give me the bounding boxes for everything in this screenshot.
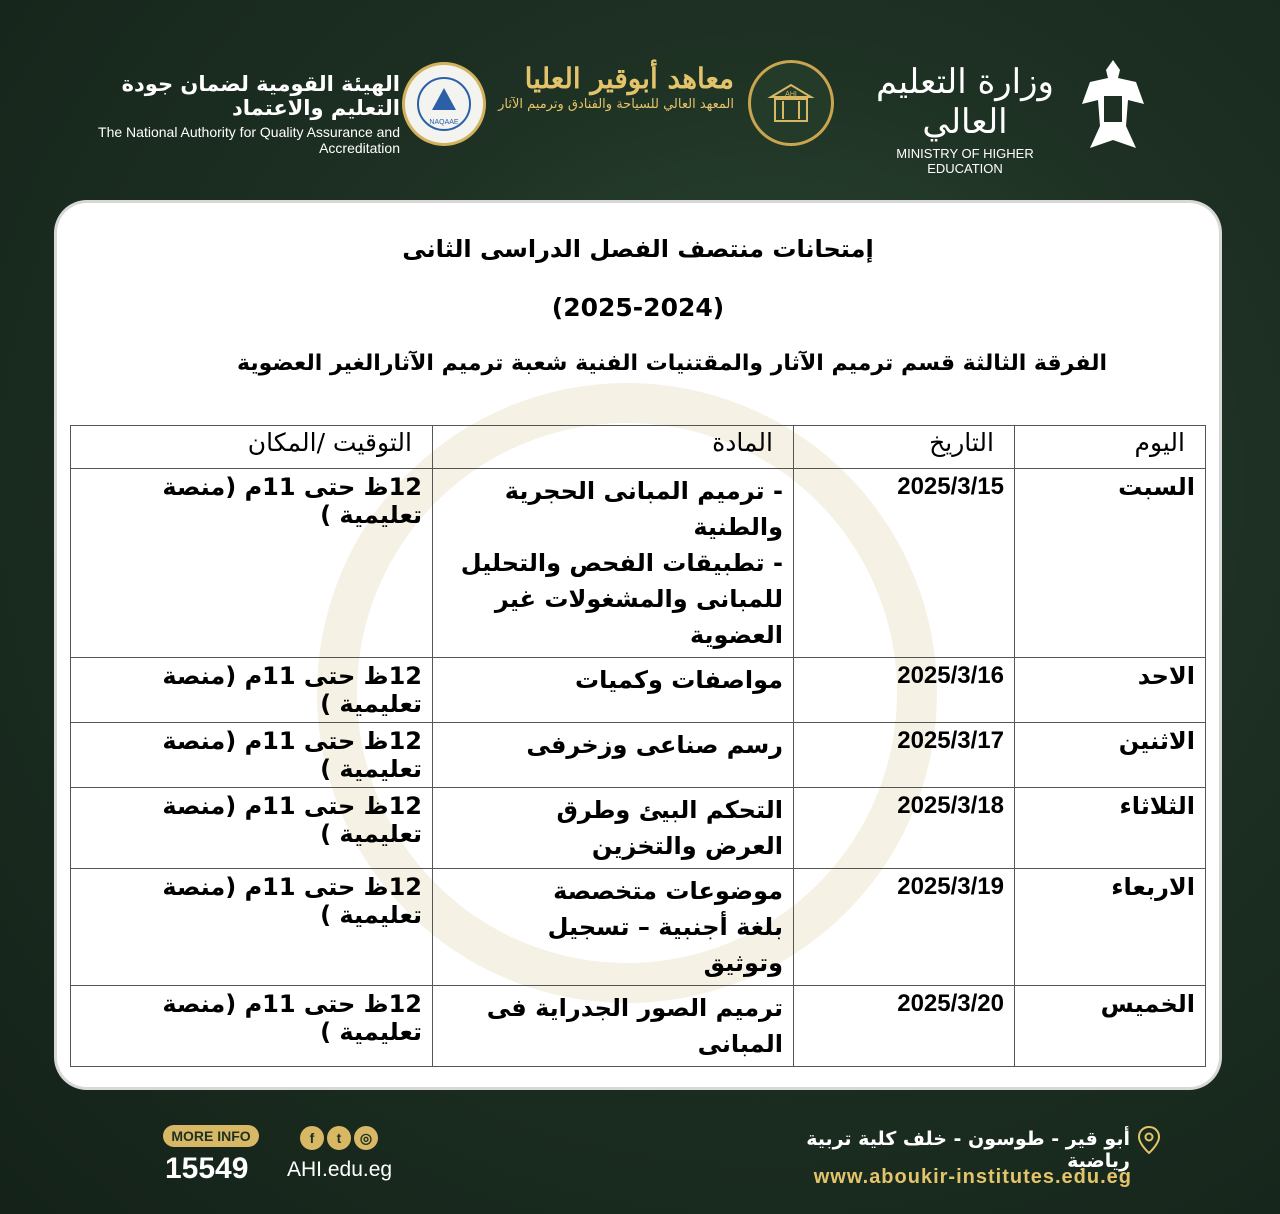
facebook-icon[interactable]: f [300,1126,324,1150]
cell-date: 2025/3/19 [794,869,1015,986]
cell-day: الاحد [1015,658,1206,723]
subject-line: - ترميم المبانى الحجرية [504,477,783,505]
header-subject: المادة [433,426,794,469]
table-row [71,986,1206,1067]
subject-line: والطنية [693,513,783,541]
header-day: اليوم [1015,426,1206,469]
cell-time: 12ظ حتى 11م (منصة تعليمية ) [71,869,433,986]
table-body [71,469,1206,1067]
header-bar [0,0,1280,200]
authority-name-en: The National Authority for Quality Assurance and Accreditation [98,124,400,156]
authority-seal-icon [402,62,486,146]
cell-subject [433,658,794,723]
exam-schedule-table [70,425,1206,1067]
cell-subject [433,986,794,1067]
cell-time: 12ظ حتى 11م (منصة تعليمية ) [71,723,433,788]
table-row [71,723,1206,788]
table-row [71,869,1206,986]
ministry-logo-text [860,62,1070,176]
ministry-name-en: MINISTRY OF HIGHER EDUCATION [896,146,1034,176]
subject-line: للمبانى والمشغولات غير [494,585,783,613]
subject-line: بلغة أجنبية – تسجيل [547,913,783,941]
cell-subject [433,788,794,869]
address-text: أبو قير - طوسون - خلف كلية تربية رياضية [806,1128,1130,1172]
institute-emblem-icon [748,60,834,146]
subject-line: العرض والتخزين [591,832,783,860]
cell-date: 2025/3/15 [794,469,1015,658]
subject-line: - تطبيقات الفحص والتحليل [460,549,783,577]
cell-date: 2025/3/17 [794,723,1015,788]
subject-line: موضوعات متخصصة [553,877,783,905]
subject-line: العضوية [689,621,783,649]
subject-line: المبانى [697,1030,783,1058]
subject-line: التحكم البيئ وطرق [556,796,783,824]
cell-day: الاثنين [1015,723,1206,788]
twitter-icon[interactable]: t [327,1126,351,1150]
authority-logo-text [70,72,400,156]
cell-day: الخميس [1015,986,1206,1067]
short-website-link[interactable]: AHI.edu.eg [287,1158,393,1181]
cell-date: 2025/3/20 [794,986,1015,1067]
cell-time: 12ظ حتى 11م (منصة تعليمية ) [71,986,433,1067]
social-links [300,1126,378,1150]
cell-day: السبت [1015,469,1206,658]
exam-schedule-card [57,203,1219,1087]
academic-year: (2025-2024) [551,293,725,322]
cell-time: 12ظ حتى 11م (منصة تعليمية ) [71,788,433,869]
cell-subject [433,469,794,658]
eagle-emblem-icon [1078,56,1148,154]
location-pin-icon [1138,1126,1160,1154]
cell-day: الثلاثاء [1015,788,1206,869]
cell-date: 2025/3/18 [794,788,1015,869]
table-row [71,788,1206,869]
table-header-row [71,426,1206,469]
website-link[interactable]: www.aboukir-institutes.edu.eg [813,1166,1132,1188]
more-info-badge: MORE INFO [163,1125,259,1147]
institute-name-ar: معاهد أبوقير العليا [524,62,734,95]
svg-text:AHI: AHI [785,91,797,98]
institute-logo-text [492,62,734,112]
cell-day: الاربعاء [1015,869,1206,986]
subject-line: ترميم الصور الجدراية فى [486,994,783,1022]
page-title: إمتحانات منتصف الفصل الدراسى الثانى [402,235,874,263]
cell-time: 12ظ حتى 11م (منصة تعليمية ) [71,658,433,723]
cell-time: 12ظ حتى 11م (منصة تعليمية ) [71,469,433,658]
header-date: التاريخ [794,426,1015,469]
subject-line: وتوثيق [703,949,783,977]
cell-subject [433,869,794,986]
instagram-icon[interactable]: ◎ [354,1126,378,1150]
header-time: التوقيت /المكان [71,426,433,469]
hotline-number[interactable]: 15549 [165,1152,249,1185]
ministry-name-ar: وزارة التعليم العالي [876,62,1054,142]
cell-date: 2025/3/16 [794,658,1015,723]
authority-name-ar: الهيئة القومية لضمان جودة التعليم والاعتماد [121,72,400,120]
table-row [71,469,1206,658]
svg-text:NAQAAE: NAQAAE [429,119,459,126]
institute-subtitle: المعهد العالي للسياحة والفنادق وترميم الآثار [498,97,734,112]
table-row [71,658,1206,723]
department-subtitle: الفرقة الثالثة قسم ترميم الآثار والمقتنيات الفنية شعبة ترميم الآثارالغير العضوية [236,351,1107,376]
cell-subject [433,723,794,788]
footer-bar [0,1110,1280,1214]
subject-line: رسم صناعى وزخرفى [526,731,783,759]
subject-line: مواصفات وكميات [575,666,783,694]
